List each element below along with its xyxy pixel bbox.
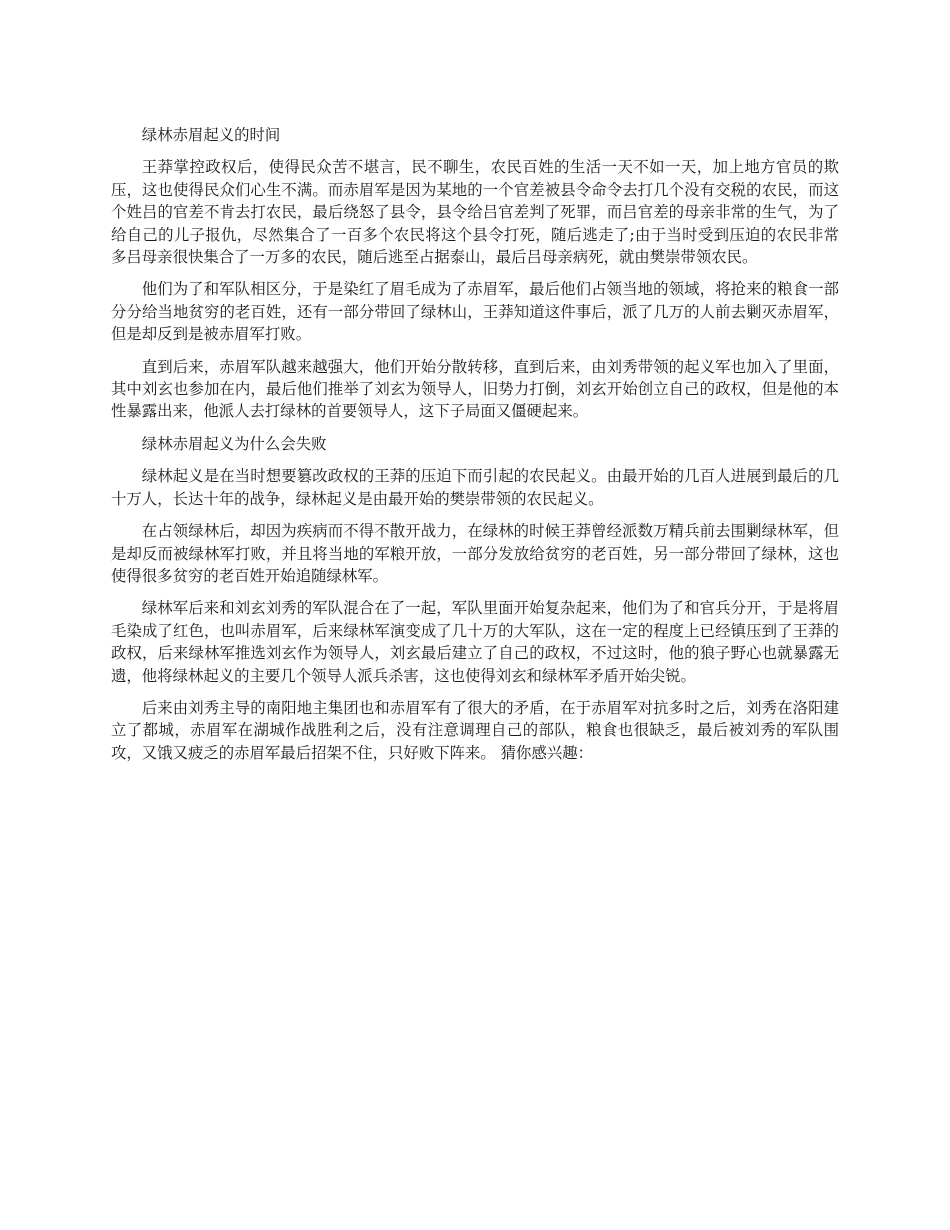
paragraph: 直到后来，赤眉军队越来越强大，他们开始分散转移，直到后来，由刘秀带领的起义军也加入了里面，其中刘玄也参加在内，最后他们推举了刘玄为领导人，旧势力打倒，刘玄开始创立自己的政权，但是他的本性暴露出来，他派人去打绿林的首要领导人，这下子局面又僵硬起来。 [111, 357, 839, 421]
paragraph: 后来由刘秀主导的南阳地主集团也和赤眉军有了很大的矛盾，在于赤眉军对抗多时之后，刘秀在洛阳建立了都城，赤眉军在湖城作战胜利之后，没有注意调理自己的部队，粮食也很缺乏，最后被刘秀的军队围攻，又饿又疲乏的赤眉军最后招架不住，只好败下阵来。 猜你感兴趣： [111, 698, 839, 762]
paragraph: 王莽掌控政权后，使得民众苦不堪言，民不聊生，农民百姓的生活一天不如一天，加上地方官员的欺压，这也使得民众们心生不满。而赤眉军是因为某地的一个官差被县令命令去打几个没有交税的农民，而这个姓吕的官差不肯去打农民，最后绕怒了县令，县令给吕官差判了死罪，而吕官差的母亲非常的生气，为了给自己的儿子报仇，尽然集合了一百多个农民将这个县令打死，随后逃走了;由于当时受到压迫的农民非常多吕母亲很快集合了一万多的农民，随后逃至占据泰山，最后吕母亲病死，就由樊崇带领农民。 [111, 158, 839, 267]
section-heading-failure: 绿林赤眉起义为什么会失败 [141, 434, 327, 453]
section-heading-time: 绿林赤眉起义的时间 [141, 126, 281, 144]
paragraph: 绿林起义是在当时想要篡改政权的王莽的压迫下而引起的农民起义。由最开始的几百人进展到最后的几十万人，长达十年的战争，绿林起义是由最开始的樊崇带领的农民起义。 [111, 467, 839, 508]
paragraph: 他们为了和军队相区分，于是染红了眉毛成为了赤眉军，最后他们占领当地的领域，将抢来的粮食一部分分给当地贫穷的老百姓，还有一部分带回了绿林山，王莽知道这件事后，派了几万的人前去剿灭赤眉军，但是却反到是被赤眉军打败。 [111, 280, 839, 344]
document-page [111, 124, 839, 774]
paragraph: 在占领绿林后，却因为疾病而不得不散开战力，在绿林的时候王莽曾经派数万精兵前去围剿绿林军，但是却反而被绿林军打败，并且将当地的军粮开放，一部分发放给贫穷的老百姓，另一部分带回了绿林，这也使得很多贫穷的老百姓开始追随绿林军。 [111, 522, 839, 585]
paragraph: 绿林军后来和刘玄刘秀的军队混合在了一起，军队里面开始复杂起来，他们为了和官兵分开，于是将眉毛染成了红色，也叫赤眉军，后来绿林军演变成了几十万的大军队，这在一定的程度上已经镇压到了王莽的政权，后来绿林军推选刘玄作为领导人，刘玄最后建立了自己的政权，不过这时，他的狼子野心也就暴露无遗，他将绿林起义的主要几个领导人派兵杀害，这也使得刘玄和绿林军矛盾开始尖锐。 [111, 599, 839, 685]
